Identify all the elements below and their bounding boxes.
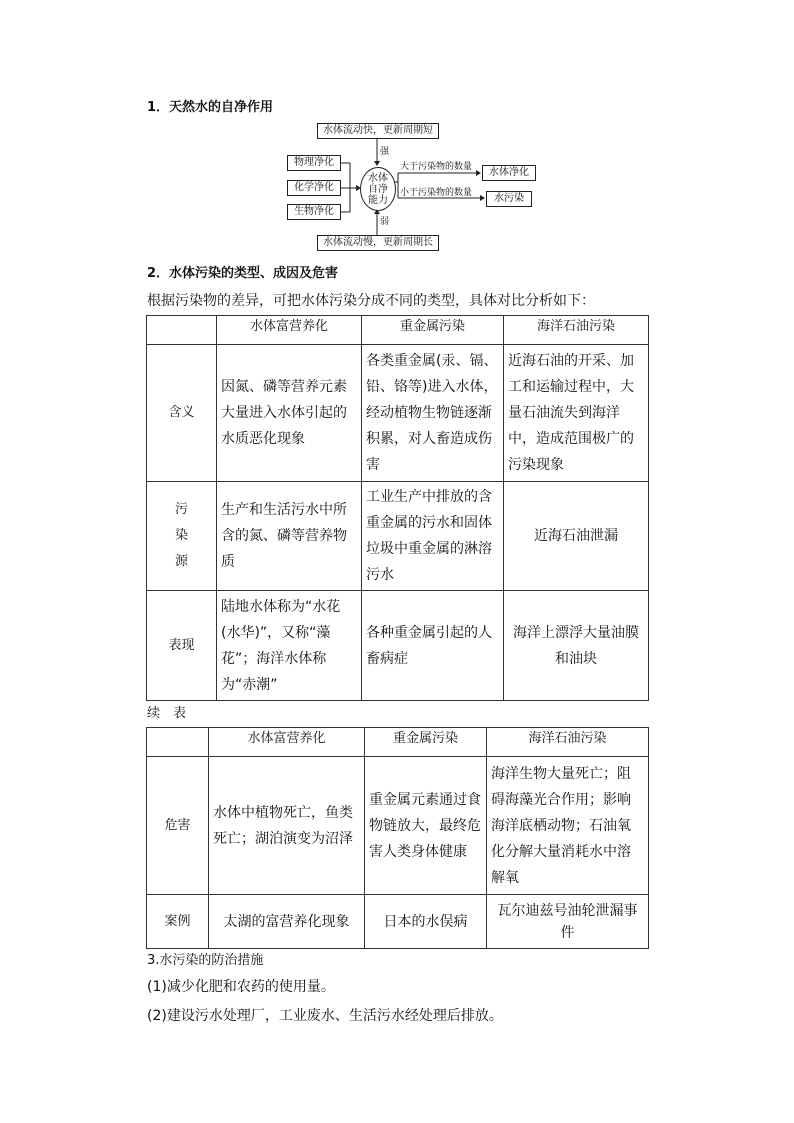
table-header-heavy-metal: 重金属污染 [362,316,504,345]
table-cell: 工业生产中排放的含重金属的污水和固体垃圾中重金属的淋溶污水 [362,482,504,591]
row-label-manifestation: 表现 [147,591,217,701]
row-label-source: 污染源 [147,482,217,591]
diagram-center-line-2: 自净 [368,183,388,195]
table-header-blank [147,728,209,757]
diagram-right-box-polluted: 水污染 [486,191,532,207]
pollution-table-continued [146,727,649,949]
diagram-strong-label: 强 [380,147,390,157]
diagram-lower-arrow-label: 小于污染物的数量 [400,188,473,198]
table-header-row [147,316,649,345]
table-cell: 海洋上漂浮大量油膜和油块 [504,591,649,701]
section2-heading: 2．水体污染的类型、成因及危害 [147,266,339,281]
table-header-blank [147,316,217,345]
table-header-oil: 海洋石油污染 [504,316,649,345]
table-row-harm [147,757,649,895]
table-row-case [147,895,649,949]
diagram-left-box-2: 化学净化 [287,180,341,196]
diagram-center-circle [360,167,396,211]
table-row-meaning [147,345,649,482]
diagram-left-box-3: 生物净化 [287,204,341,220]
diagram-top-box: 水体流动快，更新周期短 [317,123,439,139]
table-cell: 海洋生物大量死亡；阻碍海藻光合作用；影响海洋底栖动物；石油氧化分解大量消耗水中溶解氧 [487,757,649,895]
diagram-center-line-3: 能力 [368,194,388,206]
diagram-right-box-purified: 水体净化 [482,165,536,181]
row-label-harm: 危害 [147,757,209,895]
section2-intro: 根据污染物的差异，可把水体污染分成不同的类型，具体对比分析如下： [147,293,595,309]
table-header-oil: 海洋石油污染 [487,728,649,757]
table-cell: 日本的水俣病 [365,895,487,949]
table-cell: 生产和生活污水中所含的氮、磷等营养物质 [217,482,362,591]
table-cell: 重金属元素通过食物链放大，最终危害人类身体健康 [365,757,487,895]
row-label-case: 案例 [147,895,209,949]
table-header-row [147,728,649,757]
table-header-eutrophication: 水体富营养化 [217,316,362,345]
table-cell: 陆地水体称为“水花(水华)”，又称“藻花”；海洋水体称为“赤潮” [217,591,362,701]
row-label-meaning: 含义 [147,345,217,482]
table-cell: 各种重金属引起的人畜病症 [362,591,504,701]
section3-item-1: (1)减少化肥和农药的使用量。 [147,979,335,995]
diagram-center-line-1: 水体 [368,172,388,184]
table-row-manifestation [147,591,649,701]
continued-table-label: 续 表 [147,706,187,721]
table-row-source [147,482,649,591]
table-cell: 瓦尔迪兹号油轮泄漏事件 [487,895,649,949]
diagram-upper-arrow-label: 大于污染物的数量 [400,162,473,172]
diagram-bottom-box: 水体流动慢，更新周期长 [317,235,439,251]
table-cell: 各类重金属(汞、镉、铅、铬等)进入水体，经动植物生物链逐渐积累，对人畜造成伤害 [362,345,504,482]
self-purification-diagram [284,120,540,256]
diagram-weak-label: 弱 [380,217,390,227]
diagram-left-box-1: 物理净化 [287,155,341,171]
table-cell: 水体中植物死亡，鱼类死亡；湖泊演变为沼泽 [209,757,365,895]
table-cell: 近海石油的开采、加工和运输过程中，大量石油流失到海洋中，造成范围极广的污染现象 [504,345,649,482]
section3-heading: 3.水污染的防治措施 [147,953,264,968]
table-header-heavy-metal: 重金属污染 [365,728,487,757]
table-cell: 因氮、磷等营养元素大量进入水体引起的水质恶化现象 [217,345,362,482]
section3-item-2: (2)建设污水处理厂，工业废水、生活污水经处理后排放。 [147,1008,503,1024]
table-cell: 近海石油泄漏 [504,482,649,591]
pollution-table [146,315,649,701]
table-header-eutrophication: 水体富营养化 [209,728,365,757]
section1-heading: 1．天然水的自净作用 [147,100,274,115]
table-cell: 太湖的富营养化现象 [209,895,365,949]
